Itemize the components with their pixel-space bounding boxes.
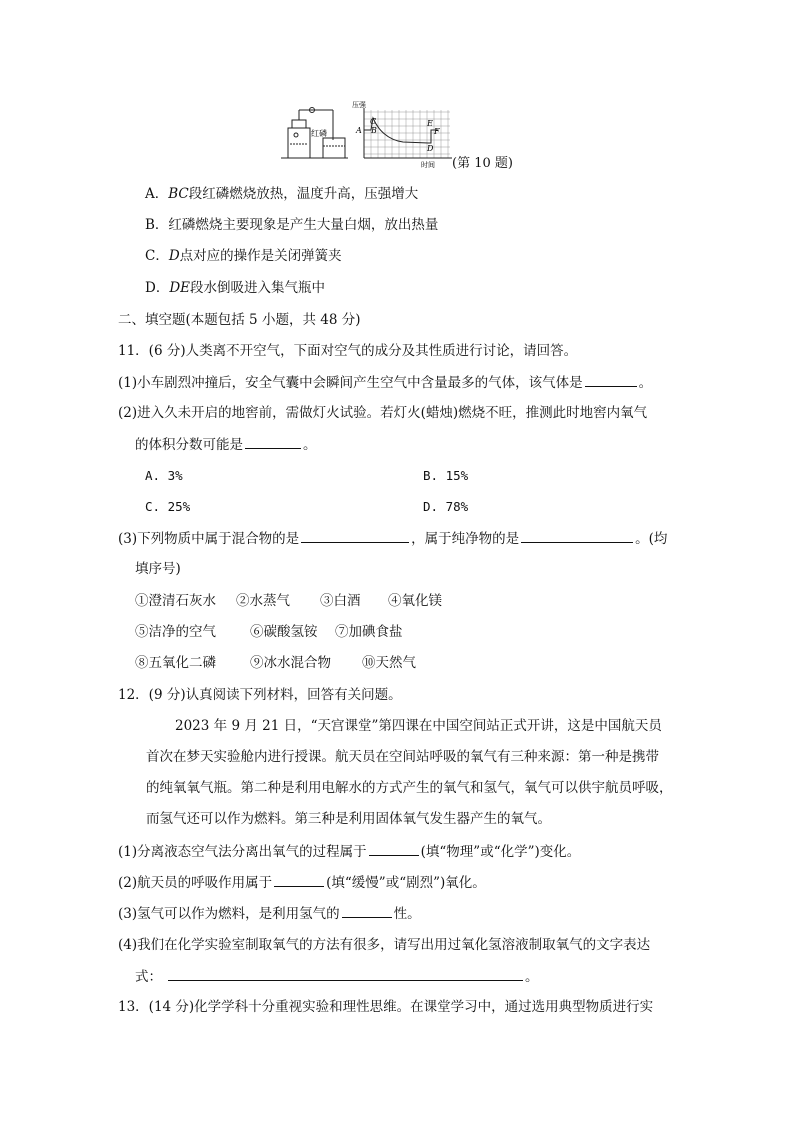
q12-p3-text-a: (3)氢气可以作为燃料，是利用氢气的 [118, 906, 340, 922]
q12-passage-line4: 而氢气还可以作为燃料。第三种是利用固体氧气发生器产生的氧气。 [146, 811, 551, 827]
q11-stem: 11．(6 分)人类离不开空气，下面对空气的成分及其性质进行讨论，请回答。 [118, 343, 578, 359]
q10-option-b [145, 215, 438, 235]
option-text: 段红磷燃烧放热，温度升高，压强增大 [188, 186, 419, 202]
answer-blank[interactable] [342, 903, 392, 918]
option-italic: D [168, 248, 180, 264]
answer-blank[interactable] [274, 872, 324, 887]
q11-p3-text-c: 。(均 [635, 531, 668, 547]
point-F: F [434, 127, 440, 136]
option-italic: BC [168, 186, 189, 202]
q12-p1-text-a: (1)分离液态空气法分离出氧气的过程属于 [118, 844, 367, 860]
answer-blank[interactable] [301, 528, 409, 543]
substance-item: ①澄清石灰水 [135, 593, 216, 609]
substance-item: ④氧化镁 [388, 593, 442, 609]
q11-p2-end: 。 [303, 437, 317, 453]
q12-p1-text-b: (填“物理”或“化学”)变化。 [420, 844, 581, 860]
q11-p3-text-a: (3)下列物质中属于混合物的是 [118, 531, 300, 547]
q12-p2-text-a: (2)航天员的呼吸作用属于 [118, 875, 273, 891]
q11-option-a: A. 3% [145, 468, 183, 483]
substance-item: ⑦加碘食盐 [335, 624, 403, 640]
q10-option-a [145, 184, 418, 204]
q12-p3-text-b: 性。 [393, 906, 421, 922]
q11-p1-text: (1)小车剧烈冲撞后，安全气囊中会瞬间产生空气中含量最多的气体，该气体是 [118, 375, 583, 391]
substance-row-1 [135, 591, 442, 611]
q11-part3-line1 [118, 528, 667, 549]
option-letter: B． [145, 217, 169, 233]
option-text: 段水倒吸进入集气瓶中 [190, 280, 326, 296]
substance-item: ⑩天然气 [362, 655, 416, 671]
q12-passage-line3: 的纯氧氧气瓶。第二种是利用电解水的方式产生的氧气和氢气，氧气可以供宇航员呼吸， [146, 780, 673, 796]
section-title: 二、填空题(本题包括 5 小题，共 48 分) [118, 312, 361, 328]
q11-part2-line2 [135, 434, 317, 455]
q12-passage-line2: 首次在梦天实验舱内进行授课。航天员在空间站呼吸的氧气有三种来源：第一种是携带 [146, 749, 659, 765]
option-letter: C． [145, 248, 169, 264]
substance-item: ⑥碳酸氢铵 [250, 624, 318, 640]
substance-row-2 [135, 622, 403, 642]
q10-option-d [145, 278, 325, 298]
option-italic: DE [169, 280, 191, 296]
point-B: B [371, 126, 377, 135]
q12-part2 [118, 872, 486, 893]
q11-option-b: B. 15% [423, 468, 469, 483]
q12-p4-end: 。 [525, 969, 539, 985]
answer-blank[interactable] [521, 528, 633, 543]
point-E: E [427, 119, 433, 128]
q11-p2-text: 的体积分数可能是 [135, 437, 243, 453]
option-text: 点对应的操作是关闭弹簧夹 [179, 248, 342, 264]
pressure-graph [352, 100, 452, 169]
substance-row-3 [135, 653, 416, 673]
substance-item: ②水蒸气 [236, 593, 290, 609]
option-letter: A． [145, 186, 169, 202]
q11-option-c: C. 25% [145, 499, 191, 514]
q13-stem: 13．(14 分)化学学科十分重视实验和理性思维。在课堂学习中，通过选用典型物质进行实 [118, 999, 654, 1015]
q12-part3 [118, 903, 421, 924]
x-axis-label: 时间 [421, 161, 435, 169]
substance-item: ③白酒 [320, 593, 361, 609]
answer-blank[interactable] [369, 841, 419, 856]
q11-part2-line1: (2)进入久未开启的地窖前，需做灯火试验。若灯火(蜡烛)燃烧不旺，推测此时地窖内氧气 [118, 405, 648, 421]
answer-blank[interactable] [168, 966, 523, 981]
apparatus-label: 红磷 [311, 129, 327, 138]
q10-option-c [145, 246, 342, 266]
q12-stem: 12．(9 分)认真阅读下列材料，回答有关问题。 [118, 687, 402, 703]
point-D: D [427, 144, 434, 153]
point-A: A [356, 126, 362, 135]
option-text: 红磷燃烧主要现象是产生大量白烟，放出热量 [168, 217, 439, 233]
q12-passage-line1: 2023 年 9 月 21 日，“天宫课堂”第四课在中国空间站正式开讲，这是中国航天员 [175, 718, 662, 734]
figure-caption: (第 10 题) [452, 156, 513, 171]
q11-p3-text-b: ，属于纯净物的是 [411, 531, 520, 547]
q12-p2-text-b: (填“缓慢”或“剧烈”)氧化。 [326, 875, 486, 891]
substance-item: ⑤洁净的空气 [135, 624, 216, 640]
answer-blank[interactable] [585, 372, 637, 387]
substance-item: ⑧五氧化二磷 [135, 655, 216, 671]
substance-item: ⑨冰水混合物 [250, 655, 331, 671]
q12-part1 [118, 841, 580, 862]
q12-part4-line1: (4)我们在化学实验室制取氧气的方法有很多，请写出用过氧化氢溶液制取氧气的文字表达 [118, 937, 651, 953]
point-C: C [370, 117, 377, 126]
q12-p4-text: 式： [135, 969, 162, 985]
option-letter: D． [145, 280, 170, 296]
q11-p1-end: 。 [638, 375, 653, 391]
q12-part4-line2 [135, 966, 539, 987]
y-axis-label: 压强 [352, 101, 366, 109]
answer-blank[interactable] [245, 434, 301, 449]
q11-part1 [118, 372, 652, 393]
q11-option-d: D. 78% [423, 499, 469, 514]
q11-part3-line2: 填序号) [135, 561, 181, 577]
